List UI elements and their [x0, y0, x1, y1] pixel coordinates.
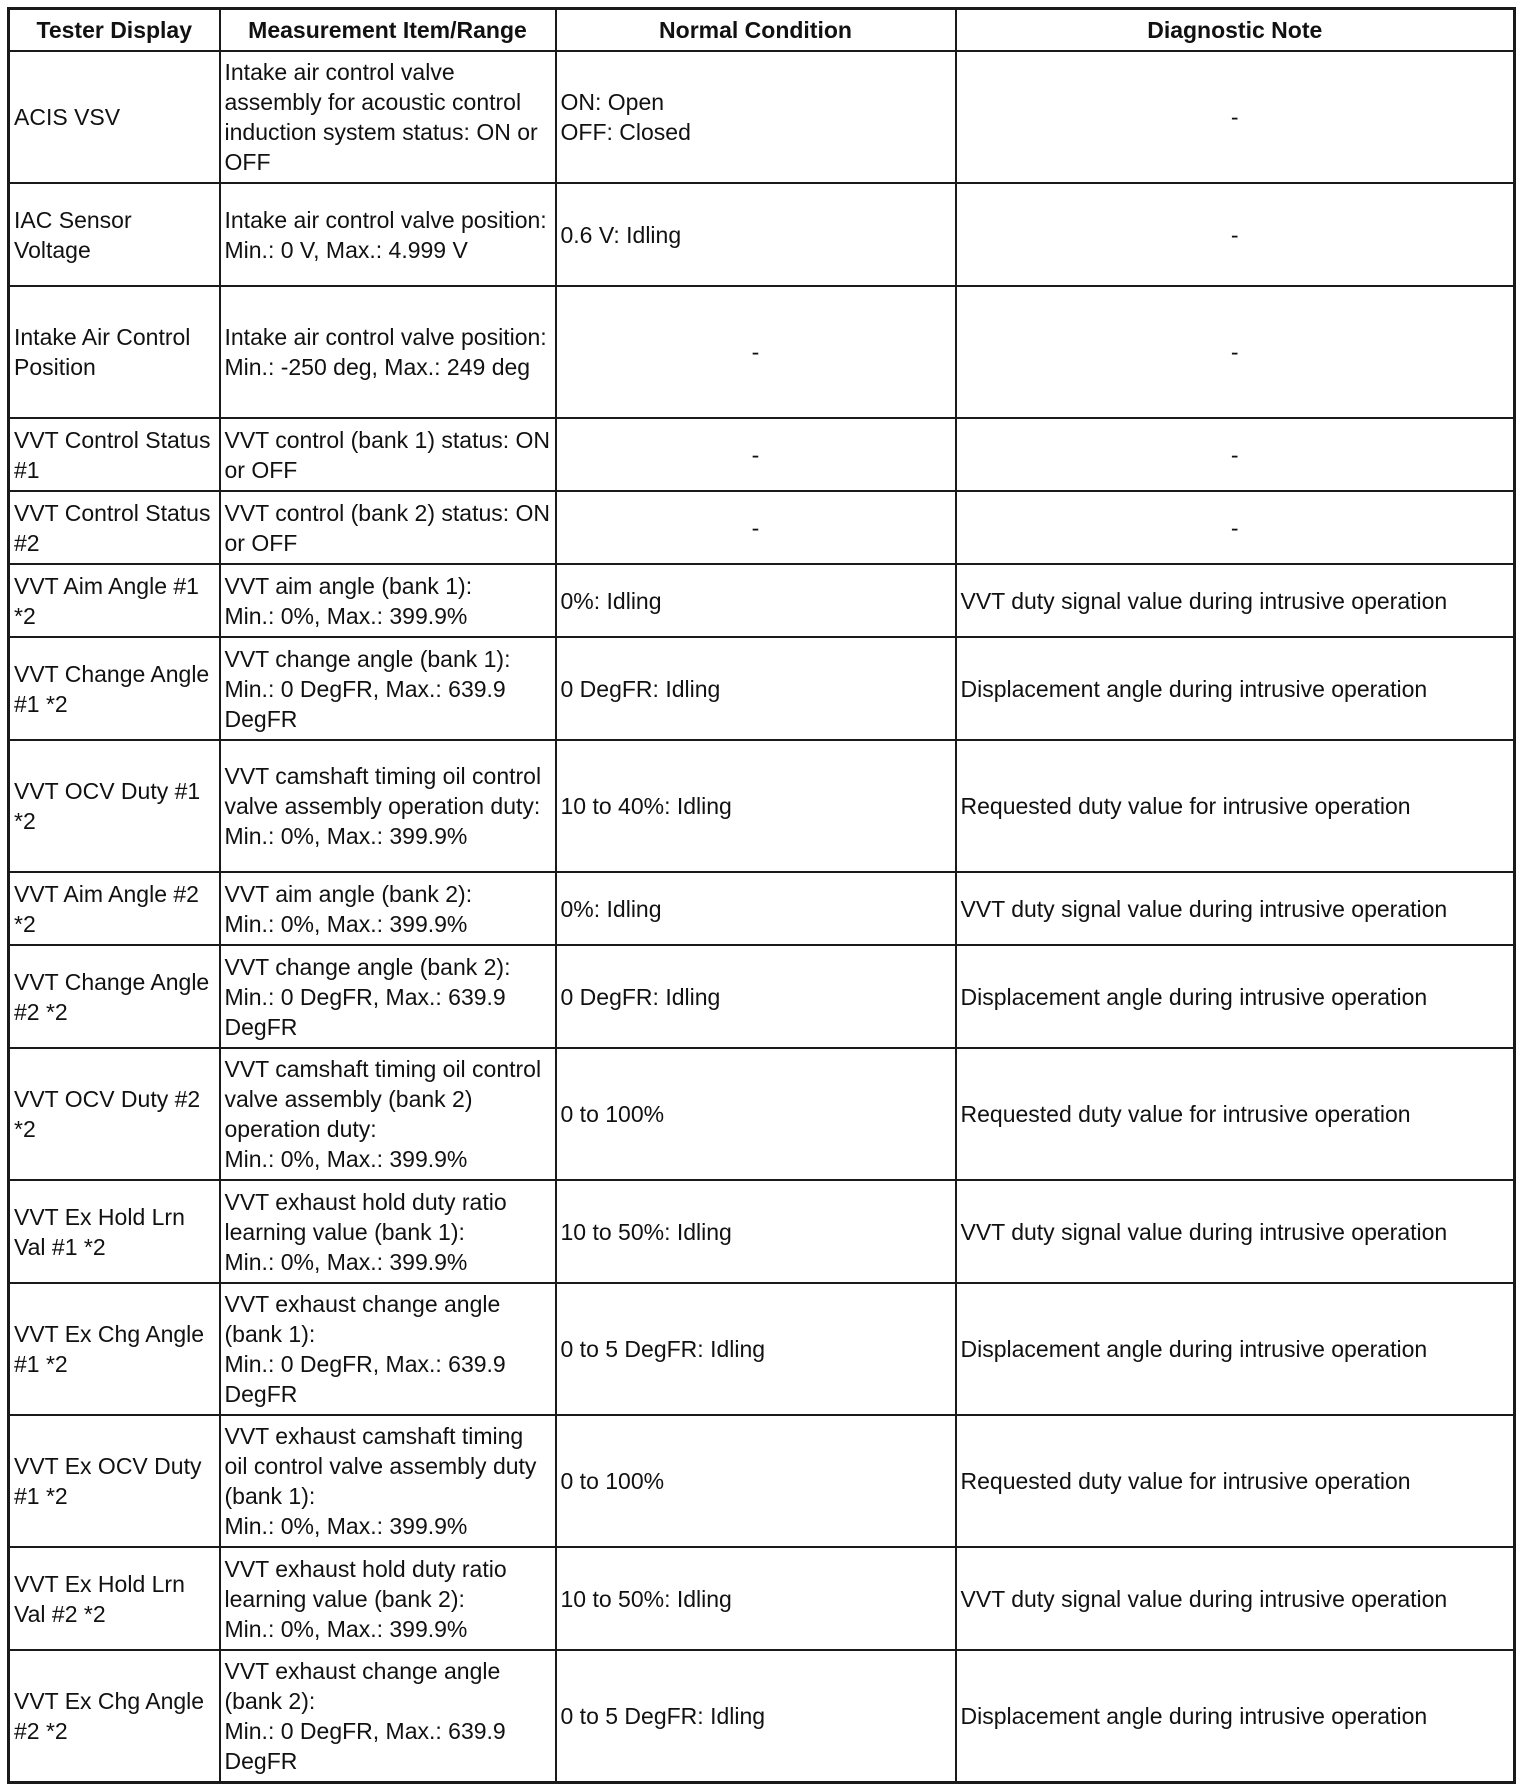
normal-condition-cell: ON: Open OFF: Closed — [556, 51, 956, 183]
diagnostic-note-cell: Displacement angle during intrusive operation — [956, 1283, 1515, 1415]
diagnostic-note-cell: - — [956, 418, 1515, 491]
table-row — [9, 1415, 1515, 1547]
tester-display-cell: VVT OCV Duty #1 *2 — [9, 740, 220, 872]
normal-condition-cell: 0%: Idling — [556, 872, 956, 945]
measurement-item-cell: Intake air control valve position: Min.: 0 V, Max.: 4.999 V — [220, 183, 556, 286]
measurement-item-cell: VVT aim angle (bank 2): Min.: 0%, Max.: 399.9% — [220, 872, 556, 945]
table-row — [9, 740, 1515, 872]
table-row — [9, 1547, 1515, 1650]
diagnostic-note-cell: Requested duty value for intrusive operation — [956, 740, 1515, 872]
tester-display-cell: VVT Ex OCV Duty #1 *2 — [9, 1415, 220, 1547]
normal-condition-cell: 0 DegFR: Idling — [556, 637, 956, 740]
table-row — [9, 1048, 1515, 1180]
table-row — [9, 1650, 1515, 1782]
tester-display-cell: VVT Aim Angle #1 *2 — [9, 564, 220, 637]
diagnostic-note-cell: - — [956, 51, 1515, 183]
measurement-item-cell: VVT aim angle (bank 1): Min.: 0%, Max.: 399.9% — [220, 564, 556, 637]
tester-display-cell: VVT OCV Duty #2 *2 — [9, 1048, 220, 1180]
tester-display-cell: ACIS VSV — [9, 51, 220, 183]
header-row — [9, 9, 1515, 52]
diagnostic-note-cell: Displacement angle during intrusive operation — [956, 637, 1515, 740]
measurement-item-cell: VVT exhaust hold duty ratio learning value (bank 2): Min.: 0%, Max.: 399.9% — [220, 1547, 556, 1650]
table-row — [9, 183, 1515, 286]
measurement-item-cell: VVT camshaft timing oil control valve assembly (bank 2) operation duty: Min.: 0%, Max.: 399.9% — [220, 1048, 556, 1180]
tester-display-cell: VVT Control Status #1 — [9, 418, 220, 491]
table-row — [9, 418, 1515, 491]
table-row — [9, 564, 1515, 637]
column-header-diagnostic-note: Diagnostic Note — [956, 9, 1515, 52]
table-row — [9, 945, 1515, 1048]
table-row — [9, 491, 1515, 564]
tester-display-cell: VVT Change Angle #1 *2 — [9, 637, 220, 740]
normal-condition-cell: 0%: Idling — [556, 564, 956, 637]
tester-display-cell: VVT Ex Hold Lrn Val #1 *2 — [9, 1180, 220, 1283]
measurement-item-cell: VVT control (bank 2) status: ON or OFF — [220, 491, 556, 564]
measurement-item-cell: Intake air control valve position: Min.: -250 deg, Max.: 249 deg — [220, 286, 556, 418]
diagnostic-note-cell: VVT duty signal value during intrusive operation — [956, 872, 1515, 945]
normal-condition-cell: 0.6 V: Idling — [556, 183, 956, 286]
diagnostic-note-cell: - — [956, 286, 1515, 418]
data-list-table — [7, 7, 1516, 1784]
normal-condition-cell: 0 DegFR: Idling — [556, 945, 956, 1048]
diagnostic-note-cell: Requested duty value for intrusive operation — [956, 1415, 1515, 1547]
measurement-item-cell: VVT exhaust camshaft timing oil control valve assembly duty (bank 1): Min.: 0%, Max.: 399.9% — [220, 1415, 556, 1547]
tester-display-cell: VVT Change Angle #2 *2 — [9, 945, 220, 1048]
measurement-item-cell: VVT exhaust change angle (bank 2): Min.: 0 DegFR, Max.: 639.9 DegFR — [220, 1650, 556, 1782]
tester-display-cell: VVT Ex Chg Angle #1 *2 — [9, 1283, 220, 1415]
table-row — [9, 872, 1515, 945]
tester-display-cell: VVT Ex Hold Lrn Val #2 *2 — [9, 1547, 220, 1650]
normal-condition-cell: 0 to 100% — [556, 1415, 956, 1547]
tester-display-cell: VVT Control Status #2 — [9, 491, 220, 564]
normal-condition-cell: 0 to 100% — [556, 1048, 956, 1180]
table-row — [9, 51, 1515, 183]
normal-condition-cell: 10 to 40%: Idling — [556, 740, 956, 872]
normal-condition-cell: 0 to 5 DegFR: Idling — [556, 1650, 956, 1782]
table-row — [9, 286, 1515, 418]
normal-condition-cell: 10 to 50%: Idling — [556, 1180, 956, 1283]
column-header-measurement-item: Measurement Item/Range — [220, 9, 556, 52]
measurement-item-cell: VVT control (bank 1) status: ON or OFF — [220, 418, 556, 491]
table-body — [9, 51, 1515, 1782]
tester-display-cell: IAC Sensor Voltage — [9, 183, 220, 286]
tester-display-cell: VVT Aim Angle #2 *2 — [9, 872, 220, 945]
measurement-item-cell: VVT exhaust change angle (bank 1): Min.: 0 DegFR, Max.: 639.9 DegFR — [220, 1283, 556, 1415]
measurement-item-cell: Intake air control valve assembly for acoustic control induction system status: ON or OFF — [220, 51, 556, 183]
table-row — [9, 1283, 1515, 1415]
table-row — [9, 1180, 1515, 1283]
diagnostic-note-cell: Requested duty value for intrusive operation — [956, 1048, 1515, 1180]
normal-condition-cell: 10 to 50%: Idling — [556, 1547, 956, 1650]
measurement-item-cell: VVT exhaust hold duty ratio learning value (bank 1): Min.: 0%, Max.: 399.9% — [220, 1180, 556, 1283]
tester-display-cell: VVT Ex Chg Angle #2 *2 — [9, 1650, 220, 1782]
diagnostic-note-cell: Displacement angle during intrusive operation — [956, 1650, 1515, 1782]
diagnostic-note-cell: Displacement angle during intrusive operation — [956, 945, 1515, 1048]
diagnostic-note-cell: VVT duty signal value during intrusive operation — [956, 564, 1515, 637]
column-header-normal-condition: Normal Condition — [556, 9, 956, 52]
normal-condition-cell: - — [556, 418, 956, 491]
table-row — [9, 637, 1515, 740]
column-header-tester-display: Tester Display — [9, 9, 220, 52]
diagnostic-note-cell: - — [956, 183, 1515, 286]
normal-condition-cell: - — [556, 286, 956, 418]
normal-condition-cell: - — [556, 491, 956, 564]
normal-condition-cell: 0 to 5 DegFR: Idling — [556, 1283, 956, 1415]
diagnostic-note-cell: VVT duty signal value during intrusive operation — [956, 1547, 1515, 1650]
measurement-item-cell: VVT change angle (bank 1): Min.: 0 DegFR, Max.: 639.9 DegFR — [220, 637, 556, 740]
measurement-item-cell: VVT change angle (bank 2): Min.: 0 DegFR, Max.: 639.9 DegFR — [220, 945, 556, 1048]
tester-display-cell: Intake Air Control Position — [9, 286, 220, 418]
diagnostic-note-cell: - — [956, 491, 1515, 564]
diagnostic-note-cell: VVT duty signal value during intrusive operation — [956, 1180, 1515, 1283]
measurement-item-cell: VVT camshaft timing oil control valve assembly operation duty: Min.: 0%, Max.: 399.9% — [220, 740, 556, 872]
